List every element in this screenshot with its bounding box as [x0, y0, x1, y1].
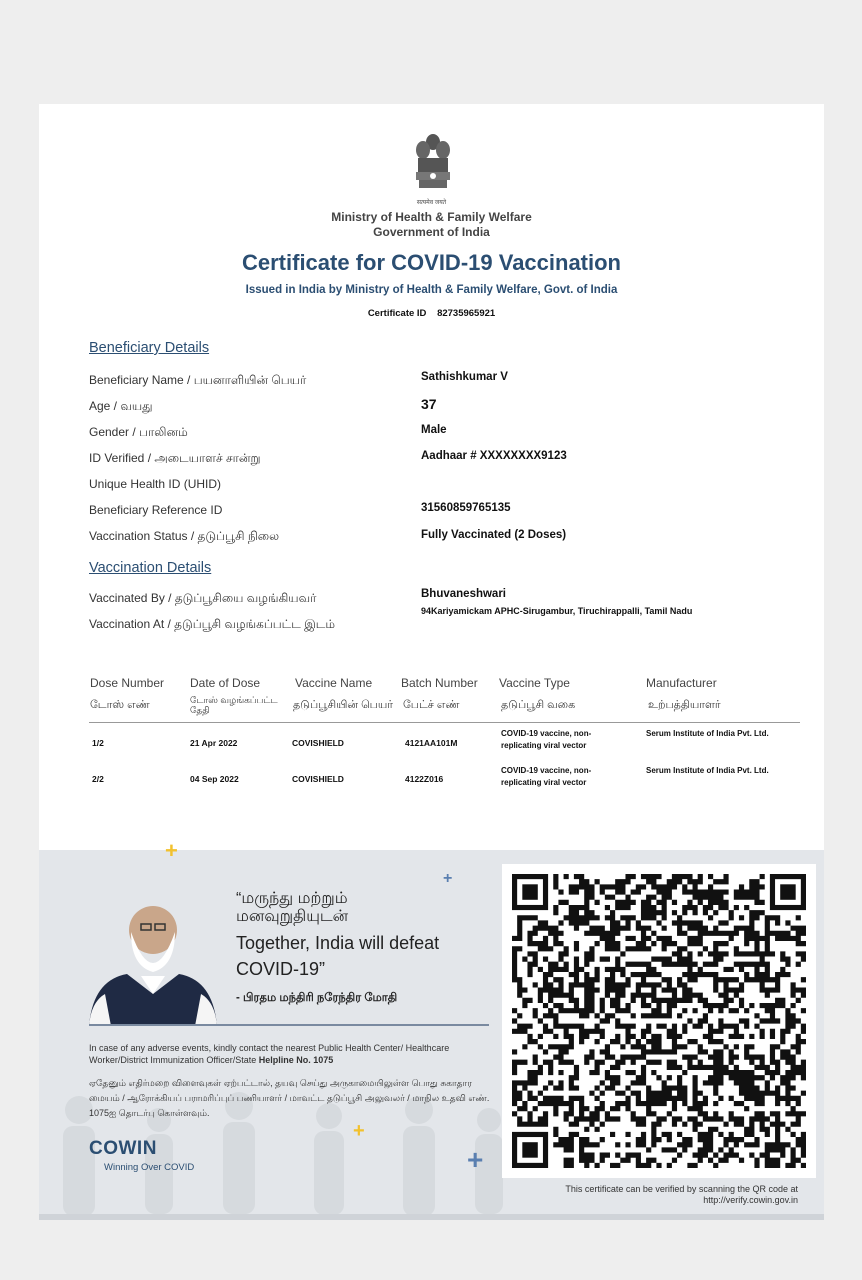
dose-date-cell: 21 Apr 2022 — [190, 738, 238, 748]
vaccine-name-cell: COVISHIELD — [292, 738, 344, 748]
gender-value: Male — [421, 424, 447, 436]
th-vaccine-type-ta: தடுப்பூசி வகை — [501, 699, 576, 711]
quote-attribution: - பிரதம மந்திரி நரேந்திர மோதி — [236, 992, 398, 1004]
qr-modules — [512, 874, 806, 1168]
adverse-event-text: In case of any adverse events, kindly contact the nearest Public Health Center/ Healthcare Worker/District Immunization Officer/State — [89, 1043, 450, 1065]
th-vaccine-name-ta: தடுப்பூசியின் பெயர் — [293, 699, 394, 711]
certificate-id-value: 82735965921 — [437, 308, 496, 319]
vaccinated-at-value: 94Kariyamickam APHC-Sirugambur, Tiruchirappalli, Tamil Nadu — [421, 606, 693, 616]
certificate-id-line — [39, 308, 824, 319]
national-emblem-icon — [412, 132, 454, 204]
adverse-event-note-tamil: ஏதேனும் எதிர்மறை விளைவுகள் ஏற்பட்டால், தயவு செய்து அருகாமையிலுள்ள பொது சுகாதார மையம் / ஆரோக்கியப் பராமரிப்புப் பணியாளர் / மாவட்ட தடுப்பூசி அலுவலர் / மாநில உதவி எண். 1075ஐ தொடர்பு கொள்ளவும். — [89, 1078, 490, 1118]
vaccination-details-heading: Vaccination Details — [89, 560, 212, 576]
vaccine-type-cell: COVID-19 vaccine, non-replicating viral vector — [501, 729, 592, 750]
ministry-name: Ministry of Health & Family Welfare — [331, 210, 532, 224]
vaccinated-by-value: Bhuvaneshwari — [421, 588, 506, 600]
id-verified-label: ID Verified / அடையாளச் சான்று — [89, 451, 261, 465]
qr-finder-pattern — [522, 1142, 537, 1157]
verify-url[interactable]: http://verify.cowin.gov.in — [703, 1195, 798, 1205]
th-batch-number: Batch Number — [401, 676, 478, 690]
certificate-subtitle: Issued in India by Ministry of Health & Family Welfare, Govt. of India — [245, 284, 618, 296]
qr-code-panel — [502, 864, 816, 1178]
adverse-event-note — [89, 1042, 489, 1066]
plus-decoration-icon: + — [443, 870, 453, 887]
vaccine-name-cell: COVISHIELD — [292, 774, 344, 784]
table-divider — [89, 722, 800, 723]
qr-code — [502, 864, 816, 1178]
qr-finder-pattern — [522, 884, 537, 899]
certificate-id-label: Certificate ID — [367, 308, 427, 319]
th-manufacturer: Manufacturer — [646, 676, 717, 690]
government-name: Government of India — [373, 225, 490, 239]
portrait-image — [87, 902, 219, 1026]
th-vaccine-name: Vaccine Name — [295, 676, 373, 690]
cowin-tagline: Winning Over COVID — [104, 1162, 195, 1173]
th-dose-number: Dose Number — [90, 676, 165, 690]
vaccination-certificate — [39, 104, 824, 1220]
th-dose-number-ta: டோஸ் எண் — [90, 699, 150, 711]
age-value: 37 — [421, 396, 437, 412]
footer-panel — [39, 838, 824, 1220]
certificate-title: Certificate for COVID-19 Vaccination — [242, 250, 621, 275]
th-manufacturer-ta: உற்பத்தியாளர் — [648, 699, 721, 711]
manufacturer-cell: Serum Institute of India Pvt. Ltd. — [646, 729, 769, 738]
verify-note — [502, 1184, 798, 1206]
verify-text: This certificate can be verified by scanning the QR code at — [565, 1184, 798, 1194]
th-date-of-dose-ta: டோஸ் வழங்கப்பட்ட தேதி — [190, 695, 278, 715]
manufacturer-cell: Serum Institute of India Pvt. Ltd. — [646, 766, 769, 775]
gender-label: Gender / பாலினம் — [89, 425, 188, 439]
batch-number-cell: 4121AA101M — [405, 738, 458, 748]
plus-decoration-icon: + — [467, 1144, 484, 1175]
vaccination-status-label: Vaccination Status / தடுப்பூசி நிலை — [89, 529, 280, 543]
vaccinated-by-label: Vaccinated By / தடுப்பூசியை வழங்கியவர் — [89, 591, 317, 605]
dose-number-cell: 2/2 — [92, 774, 104, 784]
qr-finder-pattern — [780, 884, 795, 899]
dose-date-cell: 04 Sep 2022 — [190, 774, 239, 784]
vaccination-status-value: Fully Vaccinated (2 Doses) — [421, 529, 567, 541]
reference-id-value: 31560859765135 — [421, 502, 511, 514]
th-vaccine-type: Vaccine Type — [499, 676, 570, 690]
cowin-logo: COWIN — [89, 1138, 157, 1159]
th-batch-number-ta: பேட்ச் எண் — [403, 699, 460, 711]
helpline-number: Helpline No. 1075 — [258, 1055, 334, 1065]
plus-decoration-icon: + — [165, 838, 178, 863]
beneficiary-name-label: Beneficiary Name / பயனாளியின் பெயர் — [89, 373, 307, 387]
id-verified-value: Aadhaar # XXXXXXXX9123 — [421, 450, 567, 462]
th-date-of-dose: Date of Dose — [190, 676, 261, 690]
footer-bottom-bar — [39, 1214, 824, 1220]
age-label: Age / வயது — [89, 399, 153, 413]
beneficiary-name-value: Sathishkumar V — [421, 371, 508, 383]
emblem-motto: सत्यमेव जयते — [416, 200, 447, 206]
quote-tamil: “மருந்து மற்றும் மனவுறுதியுடன் — [236, 890, 349, 925]
plus-decoration-icon: + — [353, 1120, 365, 1142]
vaccinated-at-label: Vaccination At / தடுப்பூசி வழங்கப்பட்ட இடம் — [89, 617, 335, 631]
quote-divider — [89, 1024, 489, 1026]
quote-english: Together, India will defeat COVID-19” — [236, 933, 440, 979]
uhid-label: Unique Health ID (UHID) — [89, 477, 222, 491]
reference-id-label: Beneficiary Reference ID — [89, 503, 223, 517]
dose-number-cell: 1/2 — [92, 738, 104, 748]
vaccine-type-cell: COVID-19 vaccine, non-replicating viral vector — [501, 766, 592, 787]
batch-number-cell: 4122Z016 — [405, 774, 444, 784]
beneficiary-details-heading: Beneficiary Details — [89, 340, 210, 356]
